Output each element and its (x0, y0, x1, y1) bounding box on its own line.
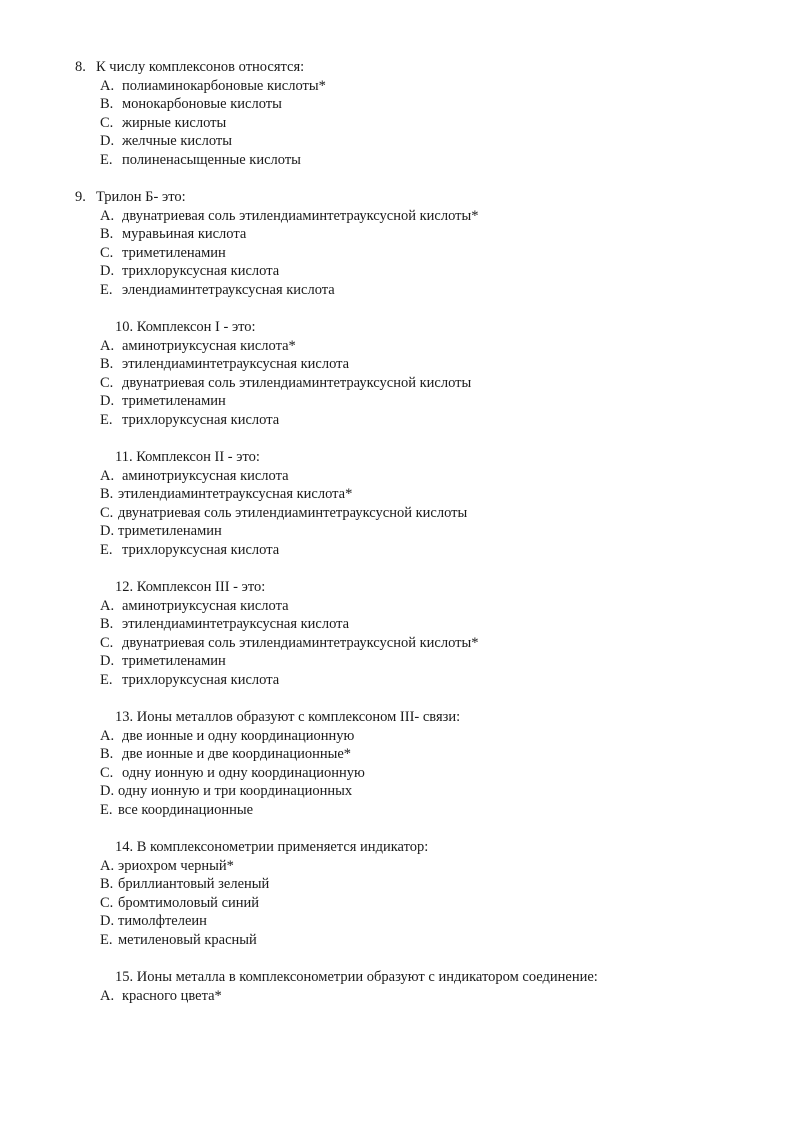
option-letter: E. (100, 801, 113, 818)
option-letter: C. (100, 504, 114, 521)
option-d (0, 522, 720, 541)
question-number: 9. (75, 189, 86, 205)
question-title: 14. В комплексонометрии применяется индикатор: (115, 839, 429, 855)
option-letter: C. (100, 634, 114, 651)
option-letter: C. (100, 244, 114, 261)
option-letter: B. (100, 746, 114, 762)
option-text: двунатриевая соль этилендиаминтетрауксусной кислоты (118, 504, 468, 521)
option-a (0, 597, 720, 616)
option-letter: E. (100, 151, 113, 168)
option-b (0, 745, 720, 764)
option-letter: A. (100, 727, 115, 744)
option-text: муравьиная кислота (122, 226, 247, 242)
option-c (0, 894, 720, 913)
option-e (0, 671, 720, 690)
option-text: двунатриевая соль этилендиаминтетрауксусной кислоты (122, 374, 472, 391)
option-letter: A. (100, 987, 115, 1004)
option-text: трихлоруксусная кислота (122, 541, 280, 558)
option-letter: A. (100, 337, 115, 354)
option-a (0, 727, 720, 746)
option-text: аминотриуксусная кислота (122, 467, 289, 484)
option-text: красного цвета* (122, 987, 222, 1004)
question-title: 15. Ионы металла в комплексонометрии образуют с индикатором соединение: (115, 969, 598, 985)
option-c (0, 244, 720, 263)
option-c (0, 504, 720, 523)
option-letter: C. (100, 374, 114, 391)
question-9 (0, 188, 720, 299)
question-text: Трилон Б- это: (96, 189, 186, 205)
option-letter: E. (100, 671, 113, 688)
option-letter: C. (100, 114, 114, 131)
question-title (0, 58, 720, 77)
option-letter: D. (100, 263, 115, 279)
option-text: полиаминокарбоновые кислоты* (122, 77, 326, 94)
option-e (0, 411, 720, 430)
question-number: 8. (75, 59, 86, 75)
option-text: эриохром черный* (118, 857, 234, 874)
option-b (0, 615, 720, 634)
option-text: триметиленамин (122, 653, 226, 669)
option-letter: E. (100, 411, 113, 428)
option-text: тимолфтелеин (118, 913, 207, 929)
option-letter: A. (100, 597, 115, 614)
question-text: К числу комплексонов относятся: (96, 59, 305, 75)
option-b (0, 225, 720, 244)
option-letter: D. (100, 783, 115, 799)
option-a (0, 987, 720, 1006)
option-a (0, 857, 720, 876)
option-letter: A. (100, 857, 115, 874)
option-a (0, 77, 720, 96)
option-letter: A. (100, 467, 115, 484)
option-c (0, 114, 720, 133)
option-b (0, 875, 720, 894)
option-letter: D. (100, 653, 115, 669)
option-letter: B. (100, 356, 114, 372)
option-text: одну ионную и три координационных (118, 783, 353, 799)
option-b (0, 95, 720, 114)
option-letter: E. (100, 281, 113, 298)
question-8 (0, 58, 720, 169)
option-a (0, 207, 720, 226)
option-c (0, 764, 720, 783)
option-letter: C. (100, 764, 114, 781)
option-text: две ионные и две координационные* (122, 746, 352, 762)
option-letter: E. (100, 931, 113, 948)
option-letter: C. (100, 894, 114, 911)
option-letter: D. (100, 523, 115, 539)
option-b (0, 485, 720, 504)
option-c (0, 374, 720, 393)
option-b (0, 355, 720, 374)
option-a (0, 467, 720, 486)
option-c (0, 634, 720, 653)
option-letter: B. (100, 616, 114, 632)
option-d (0, 392, 720, 411)
option-letter: D. (100, 913, 115, 929)
option-e (0, 281, 720, 300)
question-10 (0, 318, 720, 429)
option-e (0, 801, 720, 820)
option-letter: B. (100, 876, 114, 892)
option-a (0, 337, 720, 356)
option-text: трихлоруксусная кислота (122, 671, 280, 688)
option-letter: E. (100, 541, 113, 558)
option-text: бриллиантовый зеленый (118, 876, 270, 892)
question-12 (0, 578, 720, 689)
option-text: полиненасыщенные кислоты (122, 151, 301, 168)
option-text: две ионные и одну координационную (122, 727, 355, 744)
option-letter: B. (100, 96, 114, 112)
option-d (0, 262, 720, 281)
option-letter: D. (100, 393, 115, 409)
option-d (0, 782, 720, 801)
option-text: элендиаминтетрауксусная кислота (122, 281, 335, 298)
option-text: этилендиаминтетрауксусная кислота (122, 616, 350, 632)
question-title (0, 188, 720, 207)
option-text: триметиленамин (122, 244, 226, 261)
option-text: аминотриуксусная кислота* (122, 337, 296, 354)
option-text: монокарбоновые кислоты (122, 96, 282, 112)
option-text: триметиленамин (118, 523, 222, 539)
option-e (0, 931, 720, 950)
option-text: двунатриевая соль этилендиаминтетрауксусной кислоты* (122, 634, 479, 651)
question-title: 11. Комплексон II - это: (115, 449, 260, 465)
option-d (0, 912, 720, 931)
question-14 (0, 838, 720, 949)
question-13 (0, 708, 720, 819)
option-letter: B. (100, 486, 114, 502)
option-text: бромтимоловый синий (118, 894, 260, 911)
option-e (0, 541, 720, 560)
question-title: 10. Комплексон I - это: (115, 319, 256, 335)
question-title: 13. Ионы металлов образуют с комплексоном III- связи: (115, 709, 461, 725)
question-15 (0, 968, 720, 1005)
option-letter: A. (100, 207, 115, 224)
option-d (0, 132, 720, 151)
option-text: желчные кислоты (122, 133, 232, 149)
option-text: жирные кислоты (122, 114, 227, 131)
question-title: 12. Комплексон III - это: (115, 579, 266, 595)
option-text: этилендиаминтетрауксусная кислота (122, 356, 350, 372)
option-letter: A. (100, 77, 115, 94)
option-text: метиленовый красный (118, 931, 257, 948)
option-e (0, 151, 720, 170)
option-text: трихлоруксусная кислота (122, 411, 280, 428)
option-text: одну ионную и одну координационную (122, 764, 365, 781)
question-11 (0, 448, 720, 559)
option-letter: D. (100, 133, 115, 149)
option-letter: B. (100, 226, 114, 242)
option-text: двунатриевая соль этилендиаминтетрауксусной кислоты* (122, 207, 479, 224)
option-text: этилендиаминтетрауксусная кислота* (118, 486, 353, 502)
option-text: трихлоруксусная кислота (122, 263, 280, 279)
option-text: все координационные (118, 801, 254, 818)
option-text: аминотриуксусная кислота (122, 597, 289, 614)
option-d (0, 652, 720, 671)
option-text: триметиленамин (122, 393, 226, 409)
